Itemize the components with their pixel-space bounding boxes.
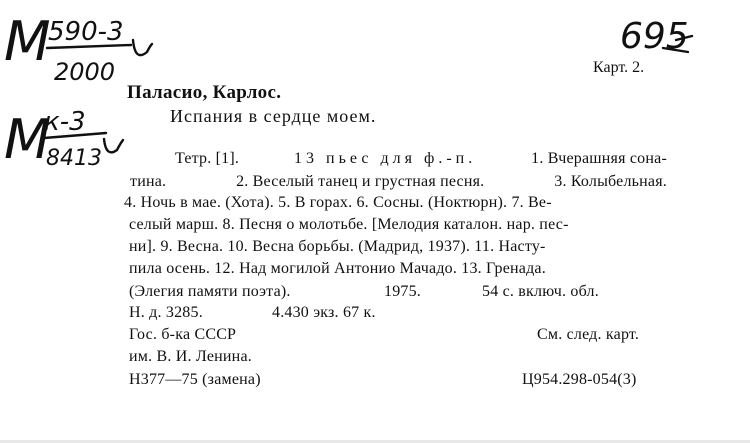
body-line-1 (175, 151, 667, 167)
shelfmark-1-copies: 2000 (54, 58, 116, 86)
body-line-2-part-1: тина. (130, 173, 167, 190)
body-line-7-part-2: 1975. (384, 283, 421, 300)
body-line-1-part-1: Тетр. [1]. (175, 150, 240, 167)
body-line-2 (130, 174, 667, 190)
body-line-5 (129, 239, 546, 255)
body-line-8-part-1: Н. д. 3285. (129, 304, 203, 321)
checkmark-1-icon (133, 40, 152, 55)
print-run (272, 305, 376, 321)
see-next-card: См. след. карт. (537, 326, 640, 343)
shelfmark-2-number: к-3 (44, 107, 86, 137)
checkmark-2-icon (104, 139, 123, 152)
body-line-7-part-3: 54 с. включ. обл. (482, 283, 599, 300)
body-line-1-part-2: 13 пьес для ф.-п. (294, 150, 477, 167)
order-number: Н377—75 (замена) (129, 371, 261, 388)
classification-code: Ц954.298-054(3) (522, 371, 637, 388)
body-line-7 (129, 284, 291, 300)
body-line-5-text: ни]. 9. Весна. 10. Весна борьбы. (Мадрид, 1937). 11. Насту- (129, 238, 546, 255)
body-line-1-part-3: 1. Вчерашняя сона- (531, 150, 667, 167)
body-line-2-part-2: 2. Веселый танец и грустная песня. (236, 173, 485, 190)
shelfmark-2-copies: 8413 (46, 146, 102, 171)
body-line-8-part-2: 4.430 экз. 67 к. (272, 304, 376, 321)
body-line-3-text: 4. Ночь в мае. (Хота). 5. В горах. 6. Сосны. (Ноктюрн). 7. Ве- (124, 194, 552, 211)
library-line-2: им. В. И. Ленина. (129, 348, 252, 365)
heading: Паласио, Карлос. (127, 82, 282, 103)
body-line-7-part-1: (Элегия памяти поэта). (129, 283, 291, 300)
body-line-6 (129, 261, 546, 277)
shelfmark-2-letter: M (4, 108, 51, 171)
body-line-4-text: селый марш. 8. Песня о молотьбе. [Мелодия каталон. нар. пес- (129, 216, 569, 233)
imprint-year (384, 284, 421, 300)
body-line-2-part-3: 3. Колыбельная. (554, 173, 667, 190)
body-line-8 (129, 305, 203, 321)
shelfmark-1-letter: M (4, 10, 51, 73)
body-line-4 (129, 217, 569, 233)
title: Испания в сердце моем. (170, 106, 377, 126)
library-line-1: Гос. б-ка СССР (129, 326, 237, 343)
card-number: 695 (620, 16, 689, 57)
shelfmark-1-number: 590-3 (48, 17, 124, 47)
body-line-3 (124, 195, 552, 211)
body-line-6-text: пила осень. 12. Над могилой Антонио Мачадо. 13. Гренада. (129, 260, 546, 277)
card-label: Карт. 2. (593, 59, 645, 76)
imprint-pages (482, 284, 599, 300)
